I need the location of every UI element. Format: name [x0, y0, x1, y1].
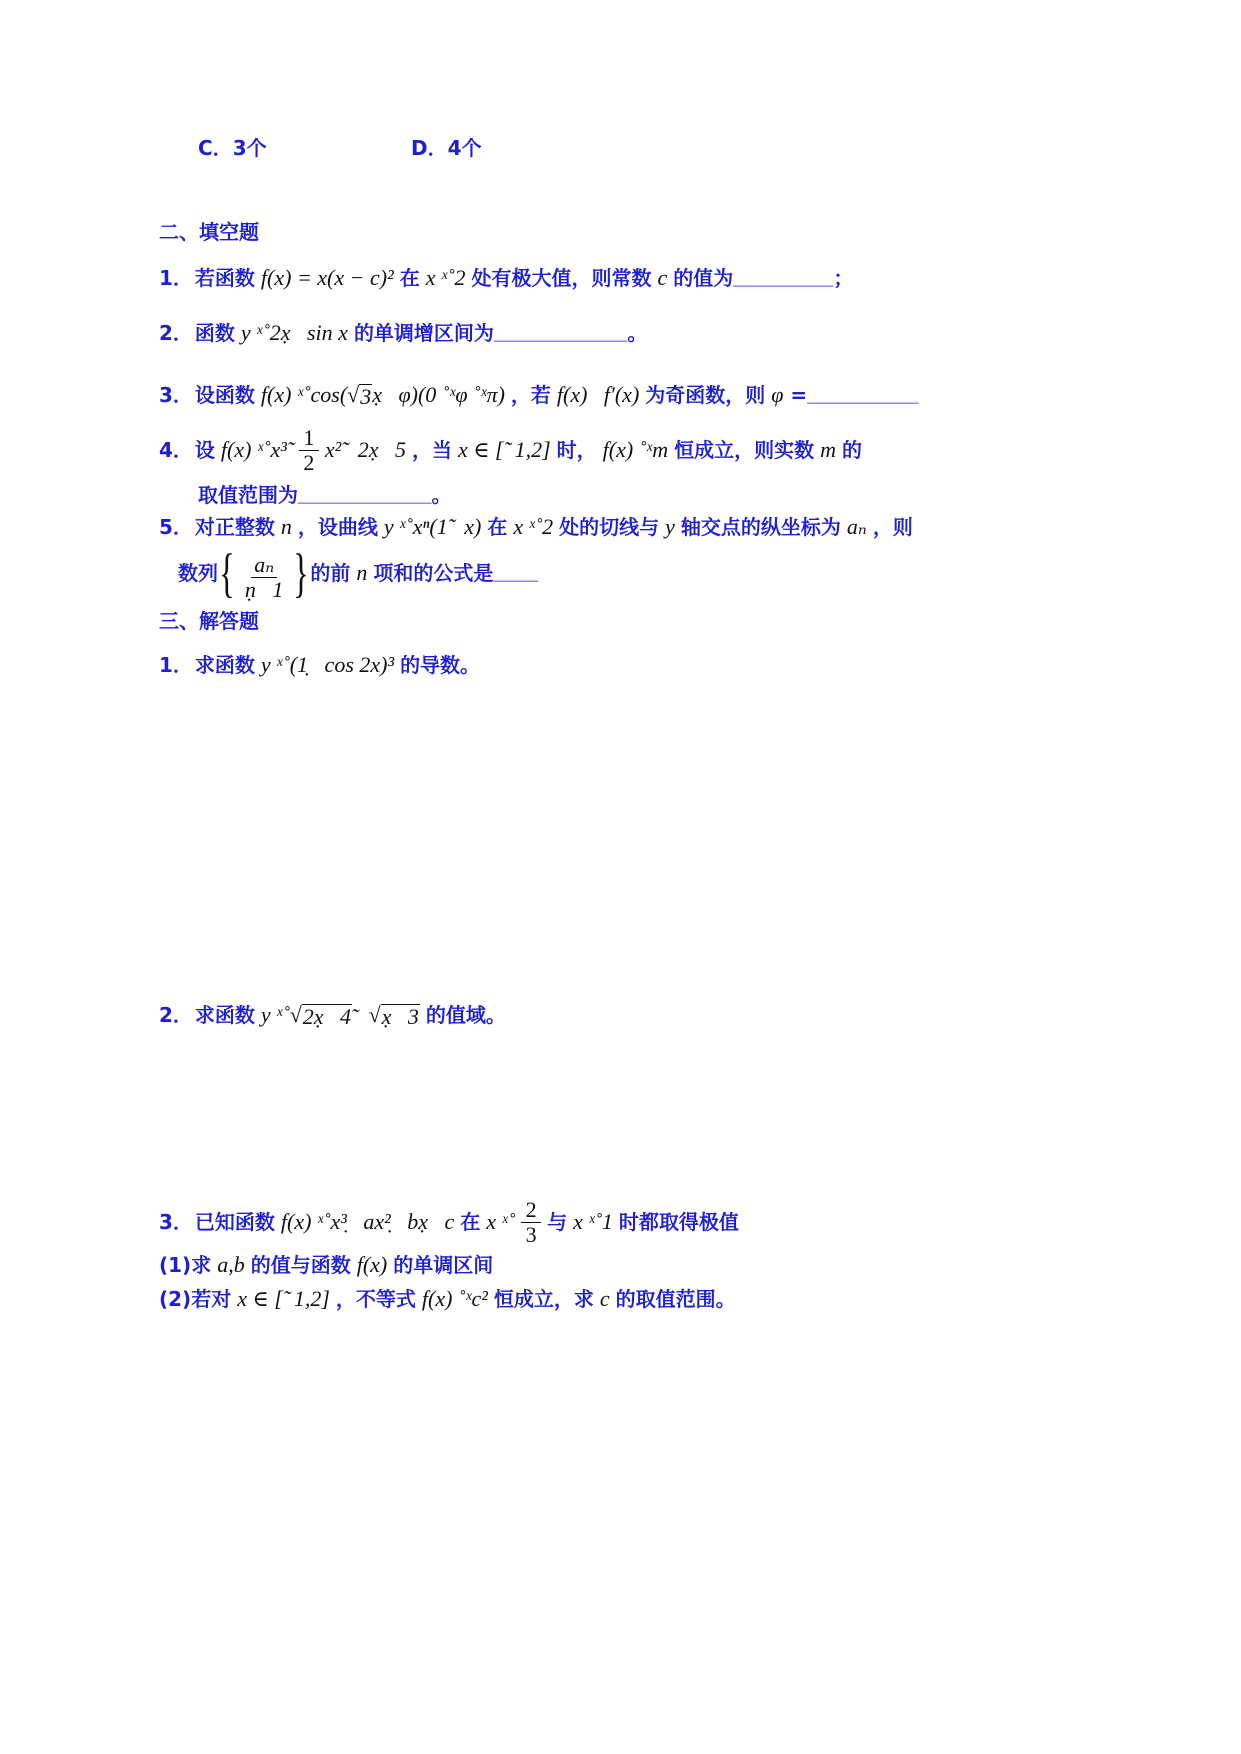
question-number: 2．	[159, 321, 193, 345]
question-text: 的值为	[673, 266, 734, 290]
problem-text: 求函数	[194, 653, 255, 677]
math-variable: φ	[771, 382, 784, 407]
problem-text: 的值域。	[425, 1003, 506, 1027]
question-text: 设	[194, 438, 215, 462]
question-text: 的	[842, 438, 863, 462]
fraction	[299, 426, 319, 475]
math-variable: c	[599, 1286, 610, 1311]
math-expression: y ˣ˚2x̣ sin x	[240, 320, 348, 345]
question-text: 。	[431, 483, 452, 507]
option-d	[411, 133, 482, 163]
question-text: 函数	[194, 321, 235, 345]
question-text: ，则	[872, 515, 913, 539]
radicand: 3	[360, 383, 372, 409]
fraction-numerator: aₙ	[251, 553, 277, 578]
fill-question-5-continuation	[178, 543, 538, 603]
fill-in-section-heading	[159, 217, 259, 247]
fill-question-3	[159, 380, 918, 410]
math-variable: m	[820, 437, 837, 462]
question-text: 数列	[178, 561, 218, 585]
fill-question-5	[159, 512, 913, 542]
fraction	[242, 553, 287, 602]
question-text: 时，	[556, 438, 597, 462]
fraction	[521, 1198, 541, 1247]
math-expression: x ˣ˚1	[573, 1209, 613, 1234]
math-expression: f(x)	[356, 1252, 388, 1277]
math-expression: x ˣ˚	[486, 1209, 516, 1234]
problem-text: 的导数。	[400, 653, 481, 677]
option-c-label: C．	[198, 136, 233, 160]
problem-text: 的取值范围。	[615, 1287, 736, 1311]
math-expression: x ∈ [̃ 1,2]	[237, 1286, 330, 1311]
math-expression: f(x) f′(x)	[556, 382, 640, 407]
math-expression: y ˣ˚(1̣ cos 2x)³	[260, 652, 395, 677]
left-brace: {	[219, 543, 235, 603]
answer-blank: ____________	[493, 322, 628, 344]
question-text: 的前	[310, 561, 351, 585]
question-text: 轴交点的纵坐标为	[680, 515, 841, 539]
question-text: ，若	[510, 383, 551, 407]
option-c	[198, 133, 267, 163]
section-heading: 三、解答题	[159, 609, 259, 633]
solve-problem-1	[159, 650, 480, 680]
fill-question-4-continuation	[198, 480, 451, 510]
answer-blank: ____	[493, 562, 538, 584]
math-expression: x ∈ [̃ 1,2]	[457, 437, 551, 462]
fraction-numerator: 1	[299, 426, 319, 451]
question-text: 恒成立，则实数	[674, 438, 815, 462]
question-text: ；	[833, 266, 854, 290]
answer-blank: __________	[807, 384, 919, 406]
solve-problem-3-part-2	[159, 1284, 736, 1314]
question-text: ，设曲线	[297, 515, 378, 539]
solve-section-heading	[159, 606, 259, 636]
fill-question-2	[159, 318, 647, 348]
question-text: 设函数	[194, 383, 255, 407]
section-heading: 二、填空题	[159, 220, 259, 244]
question-text: 取值范围为	[198, 483, 298, 507]
problem-text: 的单调区间	[393, 1253, 494, 1277]
problem-number: 1．	[159, 653, 193, 677]
math-expression: √	[352, 1002, 381, 1027]
question-text: 若函数	[194, 266, 255, 290]
equals-sign: =	[783, 383, 808, 407]
math-expression: y ˣ˚xⁿ(1̃ x)	[383, 514, 482, 539]
math-variable: n	[280, 514, 292, 539]
problem-text: 时都取得极值	[618, 1210, 739, 1234]
problem-text: 恒成立，求	[493, 1287, 594, 1311]
math-expression: a,b	[217, 1252, 245, 1277]
question-text: 为奇函数，则	[645, 383, 766, 407]
question-number: 4．	[159, 438, 193, 462]
option-c-value: 3个	[232, 136, 267, 160]
fraction-denominator: 3	[525, 1221, 537, 1247]
math-variable: n	[356, 560, 368, 585]
math-expression: f(x) ˚ˣm	[602, 437, 669, 462]
problem-text: 求函数	[194, 1003, 255, 1027]
problem-text: 在	[460, 1210, 481, 1234]
fill-question-4	[159, 424, 863, 475]
radicand: 2x̣ 4̃	[302, 1003, 352, 1029]
math-expression: x ˣ˚2	[425, 265, 466, 290]
math-variable: aₙ	[846, 514, 867, 539]
math-expression: f(x) ˚ˣc²	[421, 1286, 488, 1311]
answer-blank: _________	[733, 267, 834, 289]
right-brace: }	[293, 543, 310, 603]
question-text: 在	[487, 515, 508, 539]
question-number: 5．	[159, 515, 193, 539]
question-text: ，当	[411, 438, 452, 462]
math-expression: x ˣ˚2	[513, 514, 554, 539]
math-expression: x²̃ 2x̣ 5	[324, 437, 406, 462]
problem-number: 3．	[159, 1210, 193, 1234]
question-text: 处的切线与	[559, 515, 660, 539]
question-number: 1．	[159, 266, 193, 290]
problem-text: 的值与函数	[250, 1253, 351, 1277]
solve-problem-3-part-1	[159, 1250, 493, 1280]
solve-problem-2	[159, 1000, 506, 1030]
math-expression: x̣ φ)(0 ˚ˣφ ˚ˣπ)	[372, 382, 505, 407]
math-expression: f(x) ˣ˚x³̃	[220, 437, 287, 462]
math-variable: y	[665, 514, 675, 539]
question-text: 的单调增区间为	[353, 321, 494, 345]
problem-text: (1)求	[159, 1253, 212, 1277]
question-number: 3．	[159, 383, 193, 407]
radicand: x̣ 3	[381, 1003, 419, 1029]
fraction-numerator: 2	[521, 1198, 541, 1223]
math-expression: f(x) = x(x − c)²	[260, 265, 394, 290]
question-text: 。	[627, 321, 648, 345]
option-d-label: D．	[411, 136, 448, 160]
question-text: 对正整数	[194, 515, 275, 539]
answer-blank: ____________	[298, 484, 432, 506]
math-expression: f(x) ˣ˚x³̣ ax²̣ bx̣ c	[280, 1209, 455, 1234]
question-text: 在	[399, 266, 420, 290]
math-expression: y ˣ˚√	[260, 1002, 302, 1027]
problem-text: 与	[547, 1210, 568, 1234]
math-variable: c	[657, 265, 668, 290]
question-text: 项和的公式是	[373, 561, 494, 585]
problem-text: (2)若对	[159, 1287, 232, 1311]
problem-number: 2．	[159, 1003, 193, 1027]
fraction-denominator: 2	[303, 449, 315, 475]
fill-question-1	[159, 263, 853, 293]
solve-problem-3	[159, 1196, 739, 1247]
fraction-denominator: ṇ 1	[244, 576, 284, 602]
question-text: 处有极大值，则常数	[471, 266, 652, 290]
option-d-value: 4个	[447, 136, 482, 160]
problem-text: ，不等式	[335, 1287, 416, 1311]
math-expression: f(x) ˣ˚cos(√	[260, 382, 360, 407]
problem-text: 已知函数	[194, 1210, 275, 1234]
